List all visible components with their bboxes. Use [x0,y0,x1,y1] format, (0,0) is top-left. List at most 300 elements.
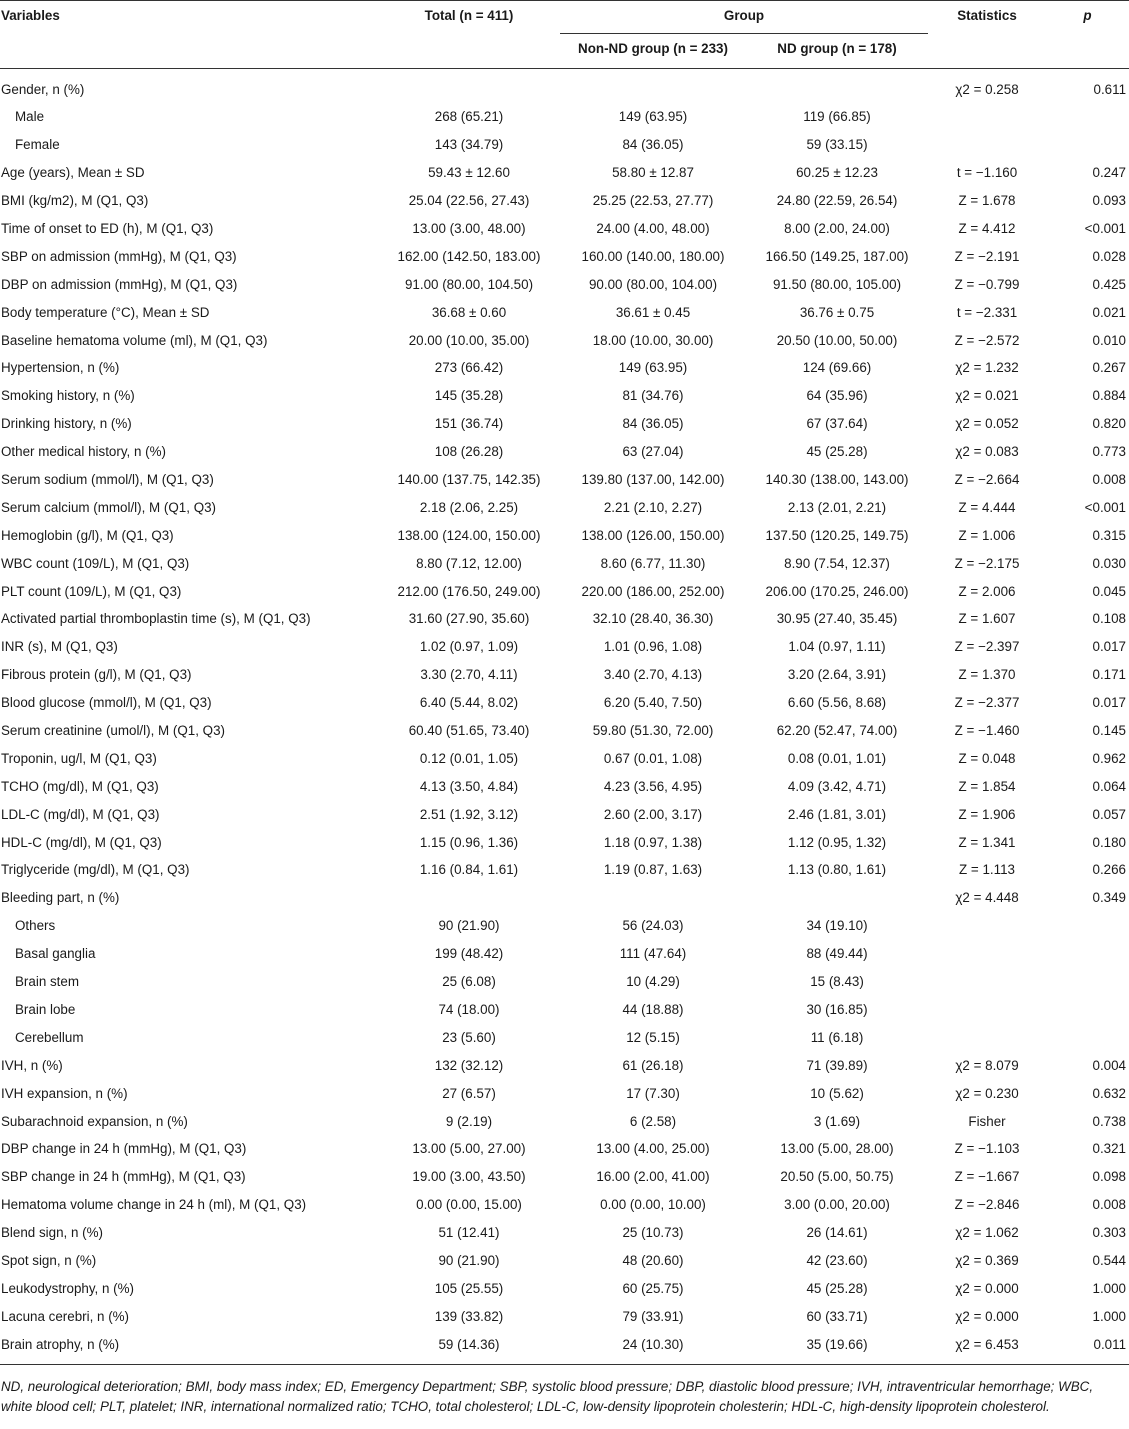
cell-total: 8.80 (7.12, 12.00) [416,555,522,571]
table-row [0,382,1129,410]
cell-p [1046,1023,1129,1051]
cell-nd: 64 (35.96) [806,388,868,404]
cell-nd: 88 (49.44) [806,946,868,962]
cell-variable: SBP on admission (mmHg), M (Q1, Q3) [1,248,237,264]
cell-non-nd: 10 (4.29) [626,974,680,990]
cell-nd: 62.20 (52.47, 74.00) [776,723,898,739]
table-row [0,270,1129,298]
cell-total: 268 (65.21) [434,109,504,125]
cell-statistic: Z = −1.103 [954,1141,1020,1157]
cell-variable: Activated partial thromboplastin time (s), M (Q1, Q3) [1,611,311,627]
table-row [0,1051,1129,1079]
cell-statistic: Z = 1.906 [958,806,1016,822]
cell-non-nd: 0.00 (0.00, 10.00) [600,1197,706,1213]
cell-non-nd: 12 (5.15) [626,1029,680,1045]
table-row [0,1191,1129,1219]
cell-non-nd: 81 (34.76) [622,388,684,404]
table-row [0,242,1129,270]
cell-statistic: Z = −0.799 [954,276,1020,292]
cell-statistic: Z = 0.048 [958,750,1016,766]
table-row [0,1107,1129,1135]
table-row [0,69,1129,104]
cell-nd: 45 (25.28) [806,1280,868,1296]
table-row [0,187,1129,215]
cell-p: 0.962 [1092,750,1127,766]
cell-total: 2.18 (2.06, 2.25) [419,499,519,515]
cell-p: 0.145 [1092,723,1127,739]
cell-variable: Blood glucose (mmol/l), M (Q1, Q3) [1,695,212,711]
cell-nd: 140.30 (138.00, 143.00) [765,472,909,488]
cell-nd: 71 (39.89) [806,1057,868,1073]
cell-variable: Hemoglobin (g/l), M (Q1, Q3) [1,527,174,543]
table-row [0,1247,1129,1275]
table-row [0,159,1129,187]
cell-statistic: Z = 1.341 [958,834,1016,850]
cell-nd: 6.60 (5.56, 8.68) [787,695,887,711]
cell-statistic: χ2 = 0.021 [955,388,1019,404]
cell-non-nd: 8.60 (6.77, 11.30) [600,555,706,571]
cell-nd: 59 (33.15) [806,137,868,153]
cell-nd: 30.95 (27.40, 35.45) [776,611,898,627]
cell-total: 212.00 (176.50, 249.00) [397,583,541,599]
cell-variable: SBP change in 24 h (mmHg), M (Q1, Q3) [1,1169,246,1185]
cell-p: 0.057 [1092,806,1127,822]
cell-variable: Cerebellum [15,1029,84,1045]
cell-variable: INR (s), M (Q1, Q3) [1,639,118,655]
cell-variable: Serum calcium (mmol/l), M (Q1, Q3) [1,499,217,515]
cell-nd: 20.50 (10.00, 50.00) [776,332,898,348]
table-row [0,800,1129,828]
cell-variable: Smoking history, n (%) [1,388,135,404]
table-row [0,438,1129,466]
cell-non-nd: 18.00 (10.00, 30.00) [592,332,714,348]
header-statistics: Statistics [957,8,1017,23]
cell-statistic: Z = −2.846 [954,1197,1020,1213]
cell-total: 74 (18.00) [438,1001,500,1017]
cell-non-nd: 84 (36.05) [622,137,684,153]
cell-p: 0.008 [1092,1197,1127,1213]
cell-p: 0.098 [1092,1169,1127,1185]
cell-total: 108 (26.28) [434,444,504,460]
cell-variable: IVH expansion, n (%) [1,1085,128,1101]
cell-statistic: χ2 = 0.000 [955,1308,1019,1324]
cell-variable: Blend sign, n (%) [1,1225,103,1241]
cell-total: 27 (6.57) [442,1085,496,1101]
cell-variable: PLT count (109/L), M (Q1, Q3) [1,583,182,599]
cell-total: 9 (2.19) [445,1113,493,1129]
cell-variable: Brain atrophy, n (%) [1,1336,120,1352]
table-row [0,1302,1129,1330]
cell-total: 59 (14.36) [438,1336,500,1352]
cell-total: 273 (66.42) [434,360,504,376]
cell-nd: 15 (8.43) [810,974,864,990]
cell-variable: Age (years), Mean ± SD [1,165,145,181]
cell-non-nd: 1.18 (0.97, 1.38) [603,834,703,850]
cell-total: 2.51 (1.92, 3.12) [419,806,519,822]
cell-p [1046,103,1129,131]
table-row [0,1274,1129,1302]
cell-nd: 1.12 (0.95, 1.32) [787,834,887,850]
cell-p: 0.632 [1092,1085,1127,1101]
cell-variable: Spot sign, n (%) [1,1252,97,1268]
cell-p: 0.064 [1092,778,1127,794]
cell-nd [746,69,928,104]
cell-variable: LDL-C (mg/dl), M (Q1, Q3) [1,806,160,822]
table-row [0,1330,1129,1364]
cell-non-nd: 2.21 (2.10, 2.27) [603,499,703,515]
table-row [0,577,1129,605]
cell-non-nd [560,69,746,104]
cell-statistic: Z = 4.444 [958,499,1016,515]
cell-non-nd: 4.23 (3.56, 4.95) [603,778,703,794]
cell-nd: 42 (23.60) [806,1252,868,1268]
cell-non-nd: 25 (10.73) [622,1225,684,1241]
table-row [0,215,1129,243]
table-body [0,69,1129,1365]
cell-total [378,69,560,104]
cell-total: 3.30 (2.70, 4.11) [420,667,518,683]
table-row [0,1135,1129,1163]
cell-non-nd: 36.61 ± 0.45 [615,304,691,320]
cell-non-nd: 160.00 (140.00, 180.00) [581,248,725,264]
cell-total: 31.60 (27.90, 35.60) [408,611,530,627]
cell-p: 0.611 [1093,81,1127,97]
cell-statistic [928,968,1046,996]
cell-p [1046,912,1129,940]
cell-variable: Triglyceride (mg/dl), M (Q1, Q3) [1,862,190,878]
table-row [0,466,1129,494]
cell-total: 105 (25.55) [434,1280,504,1296]
table-row [0,493,1129,521]
cell-non-nd: 79 (33.91) [622,1308,684,1324]
cell-nd: 8.90 (7.54, 12.37) [784,555,890,571]
table-row [0,298,1129,326]
cell-total: 91.00 (80.00, 104.50) [404,276,534,292]
cell-variable: Drinking history, n (%) [1,416,132,432]
cell-total: 25 (6.08) [442,974,496,990]
cell-total: 90 (21.90) [438,1252,500,1268]
table-row [0,1023,1129,1051]
cell-non-nd: 16.00 (2.00, 41.00) [596,1169,710,1185]
cell-total: 151 (36.74) [434,416,504,432]
table-row [0,996,1129,1024]
cell-variable: TCHO (mg/dl), M (Q1, Q3) [1,778,159,794]
cell-total: 162.00 (142.50, 183.00) [397,248,541,264]
cell-statistic [928,1023,1046,1051]
cell-p: 0.008 [1092,472,1127,488]
table-row [0,131,1129,159]
table-row [0,633,1129,661]
table-row [0,1219,1129,1247]
cell-statistic: Z = −2.175 [954,555,1020,571]
table-header [0,1,1129,69]
cell-p: 0.773 [1092,444,1127,460]
cell-p: 0.267 [1092,360,1127,376]
cell-statistic: χ2 = 1.232 [955,360,1019,376]
cell-statistic: Z = 1.854 [958,778,1016,794]
cell-variable: Fibrous protein (g/l), M (Q1, Q3) [1,667,192,683]
cell-nd: 26 (14.61) [806,1225,868,1241]
cell-p: 0.017 [1092,695,1127,711]
cell-nd: 60 (33.71) [806,1308,868,1324]
cell-nd: 3 (1.69) [813,1113,861,1129]
cell-variable: Female [15,137,60,153]
cell-p: 0.030 [1092,555,1127,571]
cell-p [1046,996,1129,1024]
cell-total: 132 (32.12) [434,1057,504,1073]
cell-nd [746,884,928,912]
cell-non-nd: 6 (2.58) [629,1113,677,1129]
cell-p [1046,131,1129,159]
table-row [0,661,1129,689]
cell-variable: Serum sodium (mmol/l), M (Q1, Q3) [1,472,214,488]
table-row [0,772,1129,800]
cell-variable: Brain stem [15,974,79,990]
cell-total: 51 (12.41) [438,1225,500,1241]
table-row [0,1079,1129,1107]
cell-nd: 24.80 (22.59, 26.54) [776,193,898,209]
table-row [0,912,1129,940]
cell-p: 0.247 [1092,165,1127,181]
cell-non-nd: 32.10 (28.40, 36.30) [592,611,714,627]
cell-p: 0.820 [1092,416,1127,432]
table-row [0,884,1129,912]
cell-total: 143 (34.79) [434,137,504,153]
cell-variable: Serum creatinine (umol/l), M (Q1, Q3) [1,723,225,739]
cell-p: <0.001 [1084,499,1127,515]
cell-statistic: Z = −1.460 [954,723,1020,739]
table-row [0,103,1129,131]
cell-p: 0.021 [1092,304,1127,320]
cell-p: 1.000 [1092,1280,1127,1296]
cell-non-nd: 220.00 (186.00, 252.00) [581,583,725,599]
cell-total: 36.68 ± 0.60 [431,304,507,320]
cell-p: 0.093 [1092,193,1127,209]
cell-variable: HDL-C (mg/dl), M (Q1, Q3) [1,834,162,850]
cell-statistic: Z = 1.370 [958,667,1016,683]
cell-statistic: χ2 = 4.448 [955,890,1019,906]
cell-p: 0.045 [1092,583,1127,599]
cell-variable: Others [15,918,56,934]
cell-non-nd: 90.00 (80.00, 104.00) [588,276,718,292]
cell-total: 0.00 (0.00, 15.00) [416,1197,522,1213]
cell-non-nd [560,884,746,912]
cell-statistic [928,103,1046,131]
cell-p: 0.108 [1092,611,1127,627]
cell-statistic: χ2 = 0.369 [955,1252,1019,1268]
cell-statistic: Z = −2.377 [954,695,1020,711]
cell-p: 0.321 [1092,1141,1127,1157]
cell-non-nd: 63 (27.04) [622,444,684,460]
table-row [0,717,1129,745]
cell-non-nd: 84 (36.05) [622,416,684,432]
cell-statistic: χ2 = 0.052 [955,416,1019,432]
cell-statistic: χ2 = 0.083 [955,444,1019,460]
cell-variable: Hypertension, n (%) [1,360,120,376]
cell-statistic [928,940,1046,968]
cell-variable: WBC count (109/L), M (Q1, Q3) [1,555,190,571]
cell-variable: Time of onset to ED (h), M (Q1, Q3) [1,221,214,236]
table-row [0,1163,1129,1191]
cell-statistic [928,131,1046,159]
cell-p: 0.180 [1092,834,1127,850]
cell-variable: Gender, n (%) [1,81,85,97]
cell-p: 0.004 [1092,1057,1127,1073]
cell-nd: 166.50 (149.25, 187.00) [765,248,909,264]
cell-nd: 20.50 (5.00, 50.75) [780,1169,894,1185]
cell-total: 145 (35.28) [434,388,504,404]
cell-total: 60.40 (51.65, 73.40) [408,723,530,739]
cell-nd: 4.09 (3.42, 4.71) [787,778,887,794]
cell-non-nd: 60 (25.75) [622,1280,684,1296]
cell-nd: 35 (19.66) [806,1336,868,1352]
cell-non-nd: 56 (24.03) [622,918,684,934]
cell-total: 140.00 (137.75, 142.35) [397,472,541,488]
table-row [0,689,1129,717]
cell-total: 1.15 (0.96, 1.36) [419,834,519,850]
cell-statistic: χ2 = 0.000 [955,1280,1019,1296]
cell-total: 59.43 ± 12.60 [428,165,510,181]
cell-p: 0.266 [1092,862,1127,878]
cell-nd: 0.08 (0.01, 1.01) [787,750,887,766]
cell-statistic: Z = −2.572 [954,332,1020,348]
cell-nd: 137.50 (120.25, 149.75) [765,527,909,543]
cell-statistic: t = −1.160 [956,165,1018,181]
cell-statistic: Z = 1.678 [958,193,1016,209]
cell-variable: Other medical history, n (%) [1,444,166,460]
cell-non-nd: 58.80 ± 12.87 [612,165,694,181]
cell-p [1046,968,1129,996]
cell-total: 90 (21.90) [438,918,500,934]
cell-variable: DBP change in 24 h (mmHg), M (Q1, Q3) [1,1141,247,1157]
cell-variable: DBP on admission (mmHg), M (Q1, Q3) [1,276,238,292]
cell-p: 0.011 [1093,1336,1127,1352]
cell-variable: Basal ganglia [15,946,96,962]
header-non-nd-group: Non-ND group (n = 233) [578,41,728,56]
cell-non-nd: 13.00 (4.00, 25.00) [596,1141,710,1157]
cell-variable: Male [15,109,45,125]
cell-total: 13.00 (5.00, 27.00) [412,1141,526,1157]
cell-non-nd: 59.80 (51.30, 72.00) [592,723,714,739]
cell-non-nd: 24.00 (4.00, 48.00) [596,221,710,236]
cell-variable: Baseline hematoma volume (ml), M (Q1, Q3) [1,332,268,348]
cell-statistic: Z = −2.191 [954,248,1020,264]
cell-statistic: Z = −2.664 [954,472,1020,488]
cell-variable: Body temperature (°C), Mean ± SD [1,304,210,320]
cell-non-nd: 25.25 (22.53, 27.77) [592,193,714,209]
cell-nd: 119 (66.85) [803,109,871,125]
table-row [0,605,1129,633]
cell-non-nd: 44 (18.88) [622,1001,684,1017]
cell-statistic: Z = 2.006 [958,583,1016,599]
cell-statistic: Z = −1.667 [954,1169,1020,1185]
cell-nd: 36.76 ± 0.75 [799,304,875,320]
cell-variable: Hematoma volume change in 24 h (ml), M (Q1, Q3) [1,1197,307,1213]
cell-non-nd: 0.67 (0.01, 1.08) [603,750,703,766]
cell-non-nd: 111 (47.64) [619,946,687,962]
cell-p: 0.349 [1092,890,1127,906]
cell-statistic: Z = 1.113 [959,862,1015,878]
cell-statistic: Z = −2.397 [954,639,1020,655]
cell-p: 0.010 [1092,332,1127,348]
cell-total: 199 (48.42) [434,946,504,962]
cell-non-nd: 3.40 (2.70, 4.13) [603,667,703,683]
cell-nd: 2.46 (1.81, 3.01) [787,806,887,822]
cell-total: 13.00 (3.00, 48.00) [412,221,526,236]
cell-non-nd: 24 (10.30) [622,1336,684,1352]
header-total: Total (n = 411) [424,8,514,23]
cell-nd: 60.25 ± 12.23 [796,165,878,181]
cell-variable: Brain lobe [15,1001,76,1017]
cell-nd: 8.00 (2.00, 24.00) [784,221,890,236]
cell-non-nd: 149 (63.95) [618,109,688,125]
cell-nd: 10 (5.62) [810,1085,864,1101]
cell-non-nd: 48 (20.60) [622,1252,684,1268]
cell-p: 0.303 [1092,1225,1127,1241]
cell-non-nd: 6.20 (5.40, 7.50) [603,695,703,711]
cell-nd: 3.20 (2.64, 3.91) [787,667,887,683]
header-p: p [1083,8,1092,23]
cell-variable: Subarachnoid expansion, n (%) [1,1113,188,1129]
table-row [0,828,1129,856]
table-row [0,940,1129,968]
cell-statistic: Fisher [968,1113,1006,1129]
cell-statistic: χ2 = 0.230 [955,1085,1019,1101]
cell-nd: 11 (6.18) [810,1029,864,1045]
cell-p: 0.544 [1092,1252,1127,1268]
cell-statistic: Z = 1.607 [958,611,1016,627]
cell-p: 1.000 [1092,1308,1127,1324]
cell-statistic: χ2 = 8.079 [955,1057,1019,1073]
cell-nd: 13.00 (5.00, 28.00) [780,1141,894,1157]
cell-total: 1.02 (0.97, 1.09) [419,639,519,655]
cell-p: 0.884 [1092,388,1127,404]
cell-total: 4.13 (3.50, 4.84) [419,778,519,794]
cell-variable: Lacuna cerebri, n (%) [1,1308,130,1324]
table-row [0,968,1129,996]
header-group: Group [560,1,928,34]
cell-total: 1.16 (0.84, 1.61) [419,862,519,878]
cell-total: 0.12 (0.01, 1.05) [419,750,519,766]
cell-variable: IVH, n (%) [1,1057,63,1073]
cell-non-nd: 61 (26.18) [622,1057,684,1073]
cell-non-nd: 138.00 (126.00, 150.00) [581,527,725,543]
cell-variable: Bleeding part, n (%) [1,890,120,906]
cell-total: 20.00 (10.00, 35.00) [408,332,530,348]
header-variables: Variables [1,8,60,23]
cell-nd: 1.04 (0.97, 1.11) [788,639,886,655]
header-nd-group: ND group (n = 178) [777,41,897,56]
cell-nd: 206.00 (170.25, 246.00) [765,583,909,599]
cell-total: 19.00 (3.00, 43.50) [412,1169,526,1185]
cell-nd: 91.50 (80.00, 105.00) [772,276,902,292]
cell-nd: 2.13 (2.01, 2.21) [787,499,887,515]
cell-total: 6.40 (5.44, 8.02) [419,695,519,711]
table-row [0,549,1129,577]
cell-statistic: Z = 4.412 [958,221,1016,236]
cell-statistic: χ2 = 0.258 [955,81,1019,97]
table-row [0,856,1129,884]
cell-non-nd: 17 (7.30) [626,1085,680,1101]
cell-statistic: χ2 = 6.453 [955,1336,1019,1352]
cell-p: 0.425 [1092,276,1127,292]
cell-variable: BMI (kg/m2), M (Q1, Q3) [1,193,149,209]
cell-total: 139 (33.82) [434,1308,504,1324]
table-row [0,326,1129,354]
cell-nd: 34 (19.10) [806,918,868,934]
cell-non-nd: 1.01 (0.96, 1.08) [603,639,703,655]
cell-statistic [928,912,1046,940]
